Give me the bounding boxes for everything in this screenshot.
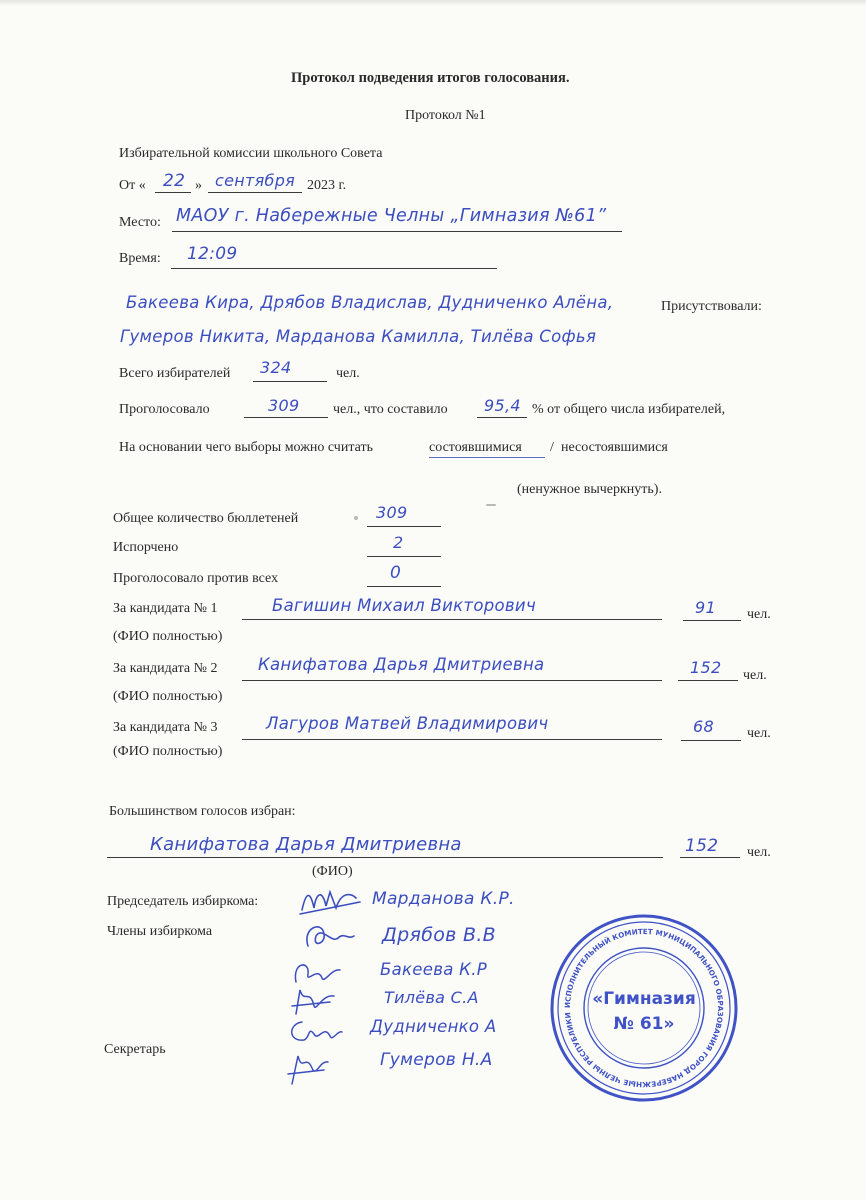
voted-line (244, 417, 328, 418)
candidate-3-sub: (ФИО полностью) (113, 744, 223, 759)
member-3-name: Тилёва С.А (384, 988, 479, 1007)
voters-unit: чел. (336, 366, 360, 381)
winner-unit: чел. (747, 845, 771, 860)
ballots-total-value: 309 (376, 503, 408, 522)
commission-line: Избирательной комиссии школьного Совета (119, 146, 383, 161)
place-value: МАОУ г. Набережные Челны „Гимназия №61” (176, 206, 607, 226)
stamp-center-line-1: «Гимназия (592, 989, 696, 1009)
voted-mid: чел., что составило (333, 402, 448, 417)
voters-value: 324 (260, 358, 292, 377)
secretary-signature (284, 1048, 336, 1090)
candidate-2-name: Канифатова Дарья Дмитриевна (258, 655, 545, 674)
ballots-total-label: Общее количество бюллетеней (113, 511, 299, 526)
winner-name: Канифатова Дарья Дмитриевна (150, 834, 462, 855)
winner-label: Большинством голосов избран: (109, 804, 296, 819)
result-invalid: несостоявшимися (561, 440, 668, 455)
date-mid: » (195, 178, 202, 193)
winner-sub: (ФИО) (312, 864, 353, 879)
stamp-center-line-2: № 61» (613, 1014, 675, 1034)
candidate-3-line (242, 739, 662, 740)
present-label: Присутствовали: (661, 299, 762, 314)
candidate-1-line (242, 619, 662, 620)
result-note: (ненужное вычеркнуть). (517, 482, 662, 497)
ballots-total-line (367, 526, 441, 527)
member-1-signature (298, 918, 358, 954)
candidate-2-unit: чел. (743, 668, 767, 683)
result-sep: / (550, 440, 554, 455)
candidate-3-unit: чел. (747, 726, 771, 741)
school-stamp (548, 912, 740, 1104)
winner-votes: 152 (685, 836, 719, 856)
result-valid-underline (429, 457, 545, 458)
place-line (172, 231, 622, 232)
ballots-spoiled-label: Испорчено (113, 540, 179, 555)
place-label: Место: (119, 215, 161, 230)
candidate-1-name: Багишин Михаил Викторович (272, 596, 537, 615)
winner-line (107, 857, 663, 858)
member-1-name: Дрябов В.В (382, 924, 497, 946)
voted-percent: 95,4 (484, 396, 521, 415)
candidate-2-votes: 152 (690, 658, 722, 677)
date-month: сентября (215, 171, 296, 190)
result-prefix: На основании чего выборы можно считать (119, 440, 373, 455)
page-title: Протокол подведения итогов голосования. (291, 70, 570, 86)
members-label: Члены избиркома (107, 924, 213, 939)
scan-speck (354, 516, 358, 520)
chair-label: Председатель избиркома: (107, 894, 259, 909)
voted-label: Проголосовало (119, 402, 210, 417)
date-day-line (155, 192, 191, 193)
scan-edge (0, 0, 866, 6)
time-value: 12:09 (187, 244, 238, 264)
candidate-2-label: За кандидата № 2 (113, 661, 218, 676)
member-4-name: Дудниченко А (370, 1017, 497, 1036)
ballots-against-line (367, 586, 441, 587)
time-label: Время: (119, 251, 161, 266)
candidate-3-name: Лагуров Матвей Владимирович (266, 714, 549, 733)
ballots-against-value: 0 (390, 563, 402, 583)
candidate-2-sub: (ФИО полностью) (113, 689, 223, 704)
winner-votes-line (680, 857, 740, 858)
time-line (171, 268, 497, 269)
voted-tail: % от общего числа избирателей, (532, 402, 726, 417)
ballots-spoiled-value: 2 (393, 533, 404, 552)
member-3-signature (286, 984, 340, 1018)
candidate-1-sub: (ФИО полностью) (113, 629, 223, 644)
present-line-2: Гумеров Никита, Марданова Камилла, Тилёва Софья (120, 327, 597, 346)
candidate-1-label: За кандидата № 1 (113, 601, 218, 616)
date-prefix: От « (119, 178, 146, 193)
present-line-1: Бакеева Кира, Дрябов Владислав, Дудниченко Алёна, (126, 293, 614, 312)
voters-line (253, 381, 327, 382)
ballots-spoiled-line (367, 556, 441, 557)
date-day: 22 (163, 171, 186, 191)
chair-signature (296, 884, 366, 920)
stamp-seal-graphic (548, 912, 740, 1104)
date-month-line (208, 192, 302, 193)
stamp-ring-text: ИСПОЛНИТЕЛЬНЫЙ КОМИТЕТ МУНИЦИПАЛЬНОГО ОБРАЗОВАНИЯ ГОРОД НАБЕРЕЖНЫЕ ЧЕЛНЫ РЕСПУБЛИКИ (562, 926, 726, 1090)
chair-name: Марданова К.Р. (372, 889, 515, 909)
voted-percent-line (477, 417, 527, 418)
voted-value: 309 (268, 396, 300, 415)
candidate-3-votes: 68 (693, 717, 714, 736)
candidate-2-votes-line (678, 680, 738, 681)
scan-speck (486, 504, 496, 506)
ballots-against-label: Проголосовало против всех (113, 571, 279, 586)
protocol-number: Протокол №1 (405, 108, 486, 123)
voters-label: Всего избирателей (119, 366, 231, 381)
candidate-3-votes-line (681, 740, 741, 741)
candidate-1-unit: чел. (747, 607, 771, 622)
member-4-signature (284, 1014, 344, 1048)
candidate-3-label: За кандидата № 3 (113, 720, 218, 735)
candidate-1-votes: 91 (695, 598, 716, 617)
member-2-name: Бакеева К.Р (380, 960, 487, 979)
member-5-name: Гумеров Н.А (380, 1050, 493, 1070)
candidate-2-line (242, 680, 662, 681)
secretary-label: Секретарь (104, 1042, 166, 1057)
date-year: 2023 г. (307, 178, 347, 193)
result-valid: состоявшимися (429, 440, 522, 455)
candidate-1-votes-line (683, 620, 741, 621)
